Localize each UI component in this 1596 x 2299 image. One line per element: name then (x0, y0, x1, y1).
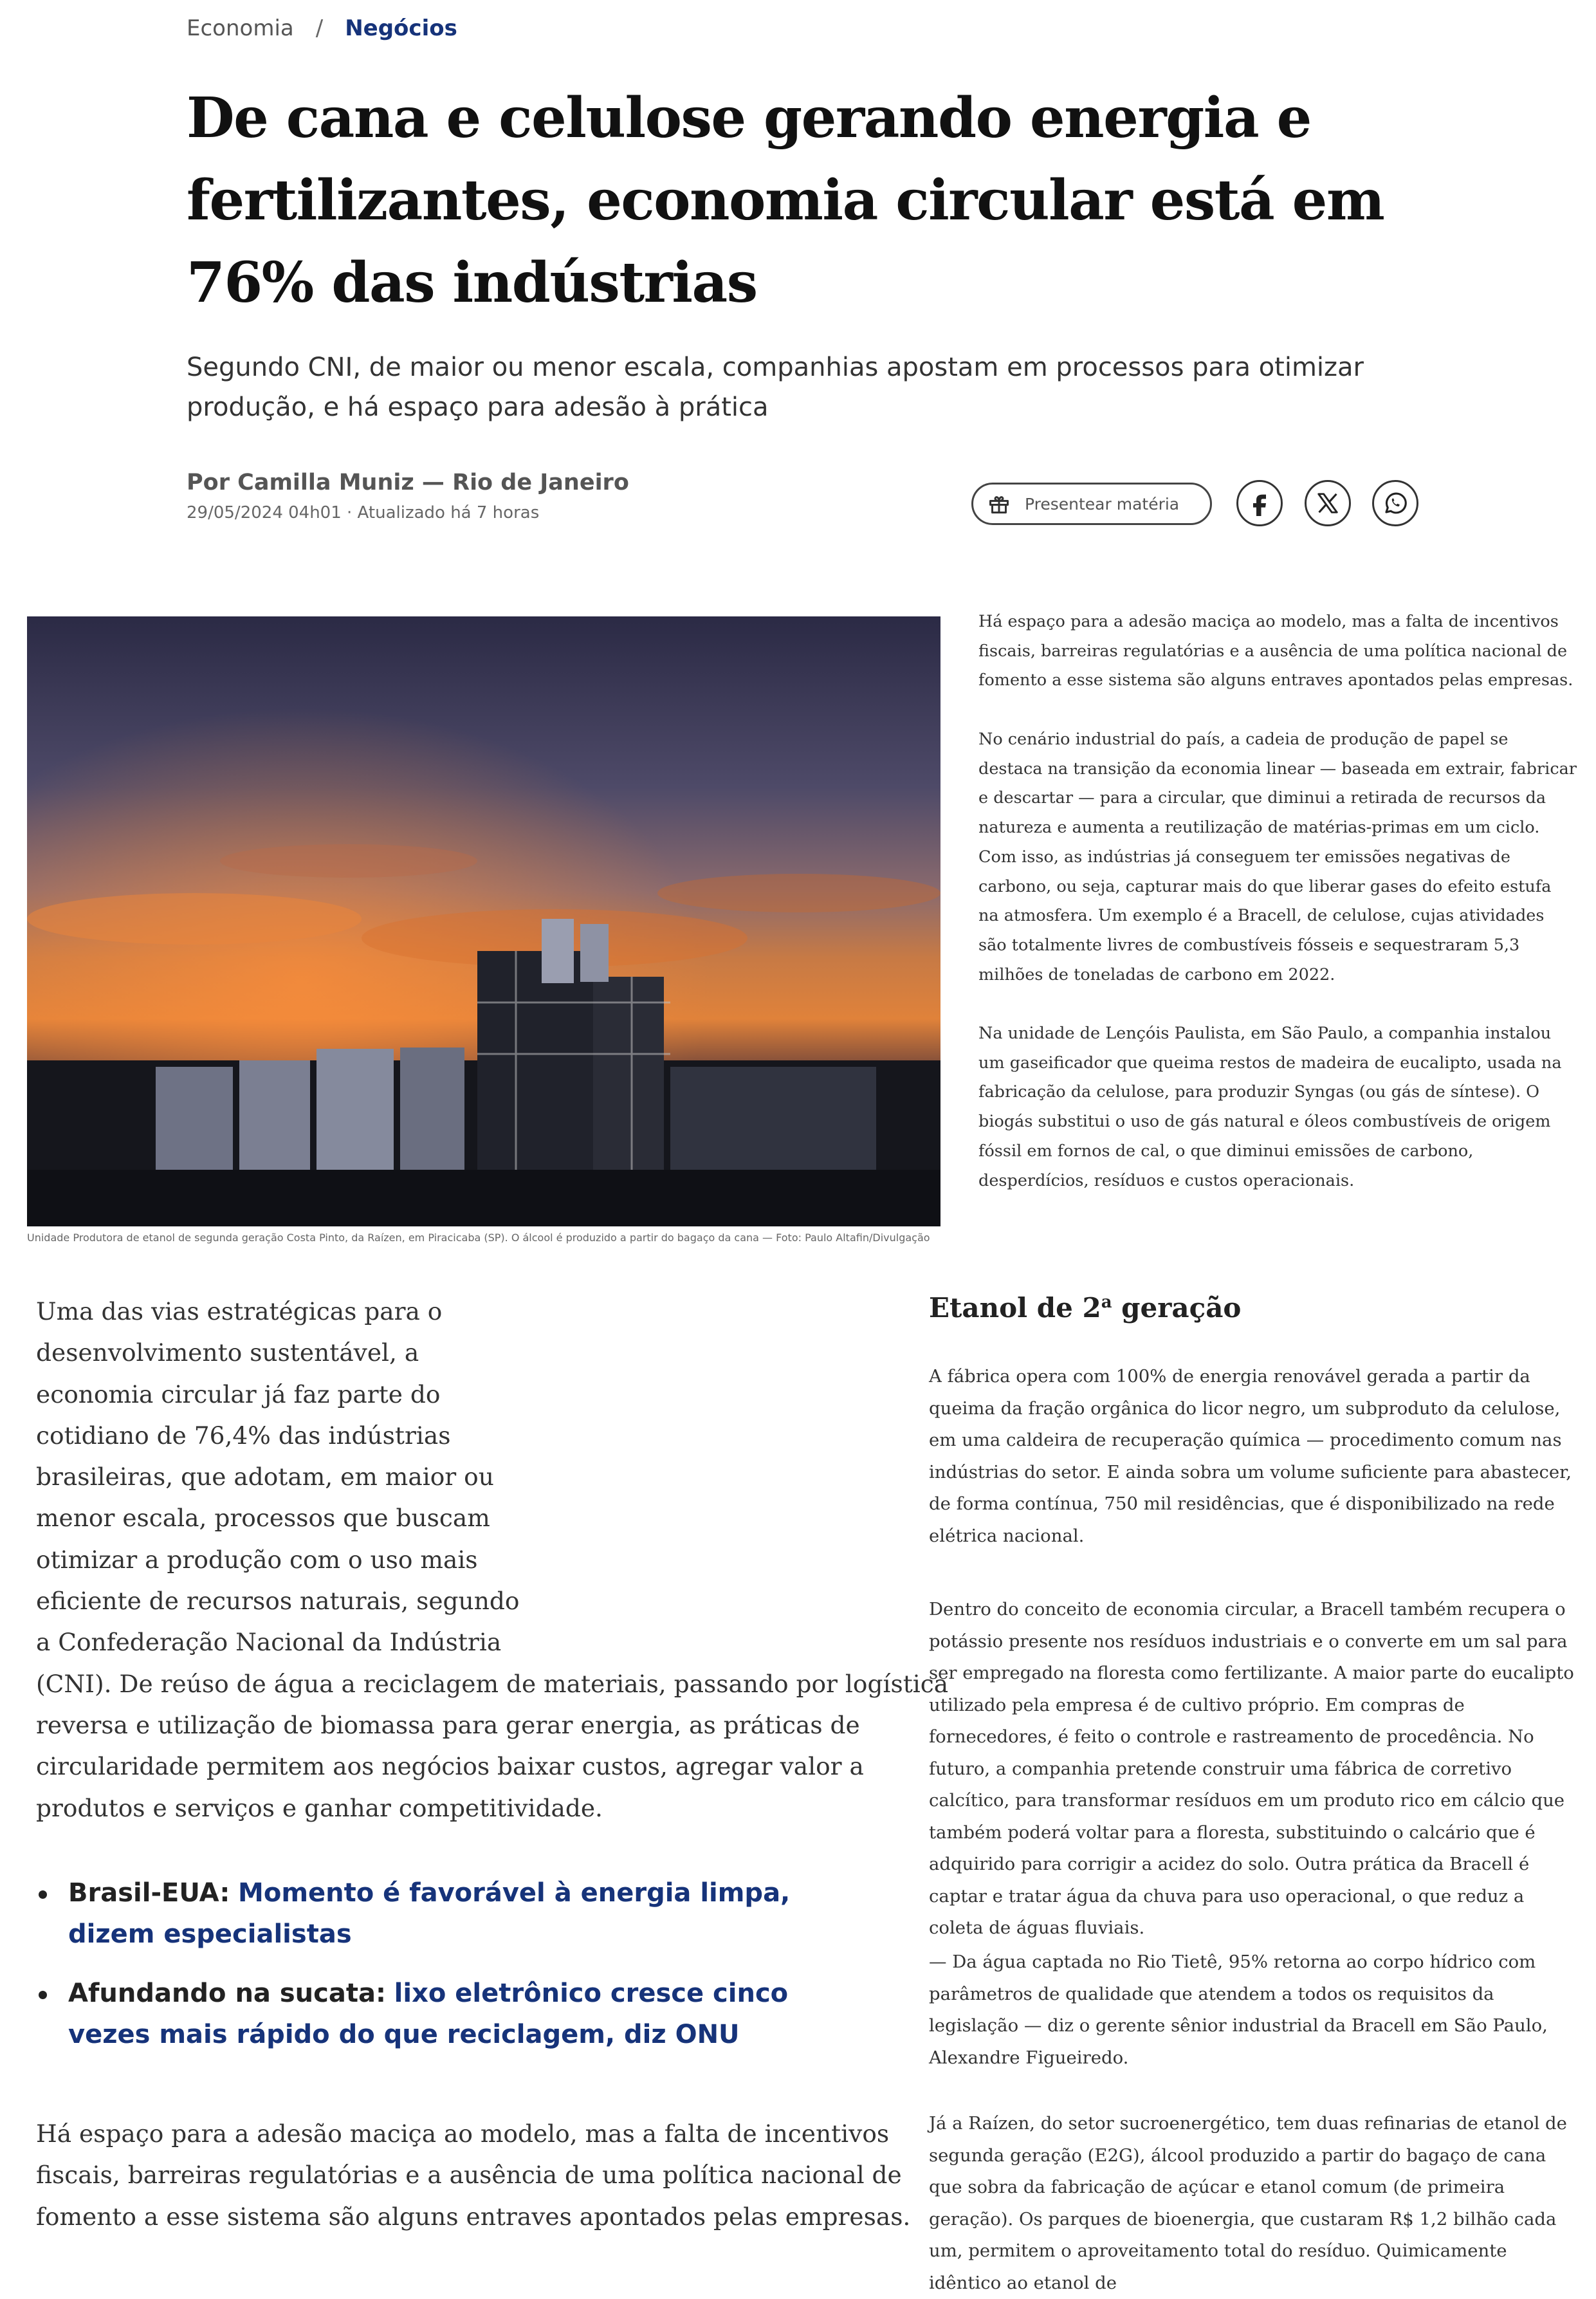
related-link-item[interactable] (36, 1973, 872, 2055)
intro-line: a Confederação Nacional da Indústria (36, 1628, 502, 1657)
publish-date: 29/05/2024 04h01 · Atualizado há 7 horas (187, 503, 540, 522)
breadcrumb-subsection-link[interactable]: Negócios (345, 15, 457, 41)
right-col-paragraph-2: No cenário industrial do país, a cadeia de produção de papel se destaca na transição da economia linear — baseada em extrair, fabricar e descartar — para a circular, que diminui a retirada de recursos da natureza e aumenta a reutilização de matérias-primas em um ciclo. Com isso, as indústrias já conseguem ter emissões negativas de carbono, ou seja, capturar mais do que liberar gases do efeito estufa na atmosfera. Um exemplo é a Bracell, de celulose, cujas atividades são totalmente livres de combustíveis fósseis e sequestraram 5,3 milhões de toneladas de carbono em 2022. (978, 730, 1577, 984)
article-photo (27, 616, 940, 1226)
closing-line: fiscais, barreiras regulatórias e a ausência de uma política nacional de (36, 2161, 902, 2190)
gift-icon (987, 492, 1011, 515)
intro-line: otimizar a produção com o uso mais (36, 1545, 478, 1574)
related-link-label: Brasil-EUA: (68, 1878, 230, 1908)
closing-line: fomento a esse sistema são alguns entraves apontados pelas empresas. (36, 2202, 911, 2231)
intro-line: brasileiras, que adotam, em maior ou (36, 1463, 494, 1491)
related-link[interactable]: lixo eletrônico cresce cinco vezes mais rápido do que reciclagem, diz ONU (68, 1979, 789, 2049)
article-headline: De cana e celulose gerando energia e fertilizantes, economia circular está em 76% das indústrias (187, 86, 1384, 315)
intro-line: eficiente de recursos naturais, segundo (36, 1587, 520, 1616)
intro-line: reversa e utilização de biomassa para gerar energia, as práticas de (36, 1710, 860, 1739)
section-paragraph-1: A fábrica opera com 100% de energia renovável gerada a partir da queima da fração orgânica do licor negro, um subproduto da celulose, em uma caldeira de recuperação química — procedimento comum nas indústrias do setor. E ainda sobra um volume suficiente para abastecer, de forma contínua, 750 mil residências, que é disponibilizado na rede elétrica nacional. (929, 1366, 1572, 1546)
related-link[interactable]: Momento é favorável à energia limpa, dizem especialistas (68, 1878, 791, 1949)
right-col-paragraph-3: Na unidade de Lençóis Paulista, em São Paulo, a companhia instalou um gaseificador que queima restos de madeira de eucalipto, usada na fabricação da celulose, para produzir Syngas (ou gás de síntese). O biogás substitui o uso de gás natural e óleos combustíveis de origem fóssil em fornos de cal, o que diminui emissões de carbono, desperdícios, resíduos e custos operacionais. (978, 1024, 1562, 1190)
whatsapp-icon (1382, 490, 1409, 517)
related-link-label: Afundando na sucata: (68, 1979, 386, 2008)
share-x-button[interactable] (1305, 480, 1351, 526)
author-byline[interactable]: Por Camilla Muniz — Rio de Janeiro (187, 470, 629, 495)
x-icon (1316, 491, 1340, 515)
intro-paragraph (36, 1291, 948, 1829)
intro-line: Uma das vias estratégicas para o (36, 1297, 443, 1325)
section-paragraph-3: — Da água captada no Rio Tietê, 95% retorna ao corpo hídrico com parâmetros de qualidade que atendem a todos os requisitos da legislação — diz o gerente sênior industrial da Bracell em São Paulo, Alexandre Figueiredo. (929, 1952, 1548, 2068)
article-subtitle: Segundo CNI, de maior ou menor escala, companhias apostam em processos para otimizar produção, e há espaço para adesão à prática (187, 353, 1364, 422)
share-whatsapp-button[interactable] (1372, 480, 1418, 526)
bullet-icon (39, 1890, 47, 1899)
section-heading-text: Etanol de 2 (929, 1292, 1101, 1324)
section-heading (929, 1292, 1241, 1324)
facebook-icon (1249, 490, 1270, 516)
photo-caption: Unidade Produtora de etanol de segunda geração Costa Pinto, da Raízen, em Piracicaba (SP). O álcool é produzido a partir do bagaço da cana — Foto: Paulo Altafin/Divulgação (27, 1232, 930, 1244)
intro-line: economia circular já faz parte do (36, 1380, 441, 1408)
section-paragraph-2: Dentro do conceito de economia circular, a Bracell também recupera o potássio presente nos resíduos industriais e o converte em um sal para ser empregado na floresta como fertilizante. A maior parte do eucalipto utilizado pela empresa é de cultivo próprio. Em compras de fornecedores, é feito o controle e rastreamento de procedência. No futuro, a companhia pretende construir uma fábrica de corretivo calcítico, para transformar resíduos em um produto rico em cálcio que também poderá voltar para a floresta, substituindo o calcário que é adquirido para corrigir a acidez do solo. Outra prática da Bracell é captar e tratar água da chuva para uso operacional, o que reduz a coleta de águas fluviais. (929, 1599, 1574, 1938)
breadcrumb (187, 15, 457, 41)
intro-line: menor escala, processos que buscam (36, 1504, 490, 1533)
share-facebook-button[interactable] (1236, 480, 1283, 526)
related-link-item[interactable] (36, 1872, 872, 1955)
breadcrumb-separator: / (315, 15, 324, 41)
breadcrumb-section-link[interactable]: Economia (187, 15, 294, 41)
intro-line: circularidade permitem aos negócios baixar custos, agregar valor a (36, 1752, 864, 1781)
intro-line: desenvolvimento sustentável, a (36, 1338, 419, 1367)
closing-line: Há espaço para a adesão maciça ao modelo, mas a falta de incentivos (36, 2119, 890, 2148)
intro-line: (CNI). De reúso de água a reciclagem de materiais, passando por logística (36, 1669, 949, 1698)
intro-line: produtos e serviços e ganhar competitividade. (36, 1793, 603, 1822)
bullet-icon (39, 1991, 47, 1999)
section-heading-text-end: geração (1112, 1292, 1242, 1324)
related-links-list (36, 1872, 872, 2073)
section-heading-ordinal: a (1101, 1293, 1112, 1312)
gift-article-button[interactable] (971, 483, 1212, 525)
gift-article-label: Presentear matéria (1025, 494, 1180, 513)
section-paragraph-4: Já a Raízen, do setor sucroenergético, tem duas refinarias de etanol de segunda geração (E2G), álcool produzido a partir do bagaço de cana que sobra da fabricação de açúcar e etanol comum (de primeira geração). Os parques de bioenergia, que custaram R$ 1,2 bilhão cada um, permitem o aproveitamento total do resíduo. Quimicamente idêntico ao etanol de (929, 2113, 1567, 2293)
intro-line: cotidiano de 76,4% das indústrias (36, 1421, 451, 1450)
right-col-paragraph-1: Há espaço para a adesão maciça ao modelo, mas a falta de incentivos fiscais, barreiras regulatórias e a ausência de uma política nacional de fomento a esse sistema são alguns entraves apontados pelas empresas. (978, 612, 1573, 690)
closing-paragraph (36, 2113, 910, 2237)
